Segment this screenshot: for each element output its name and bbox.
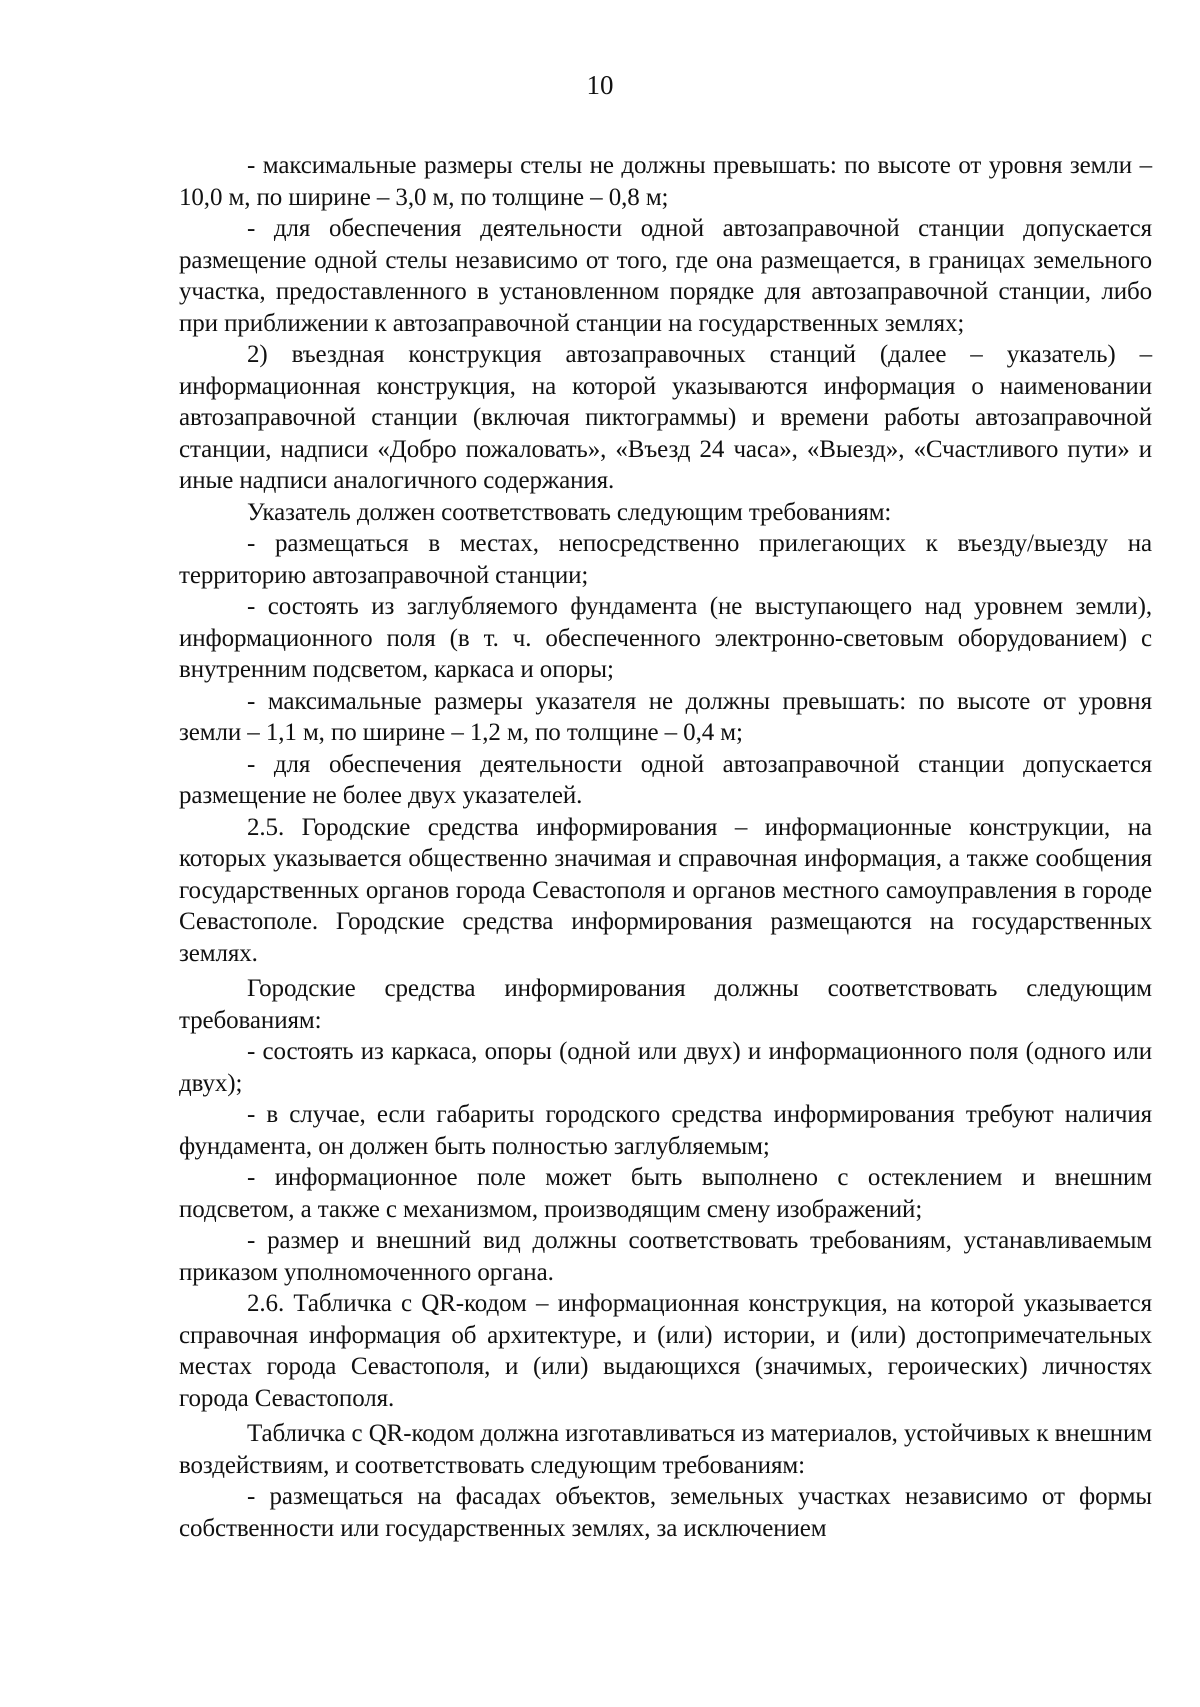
paragraph-city-info-field: - информационное поле может быть выполнено с остеклением и внешним подсветом, а также с механизмом, производящим смену изображений; <box>179 1164 1152 1223</box>
paragraph-pointer-requirements-intro: Указатель должен соответствовать следующим требованиям: <box>247 498 892 526</box>
page-number: 10 <box>586 70 614 100</box>
paragraph-stela-max-size: - максимальные размеры стелы не должны превышать: по высоте от уровня земли – 10,0 м, по ширине – 3,0 м, по толщине – 0,8 м; <box>179 152 1152 211</box>
paragraph-entrance-structure: 2) въездная конструкция автозаправочных станций (далее – указатель) – информационная конструкция, на которой указываются информация о наименовании автозаправочной станции (включая пиктограммы) и времени работы автозаправочной станции, надписи «Добро пожаловать», «Въезд 24 часа», «Выезд», «Счастливого пути» и иные надписи аналогичного содержания. <box>179 341 1152 494</box>
paragraph-stela-placement: - для обеспечения деятельности одной автозаправочной станции допускается размещение одной стелы независимо от того, где она размещается, в границах земельного участка, предоставленного в установленном порядке для автозаправочной станции, либо при приближении к автозаправочной станции на государственных землях; <box>179 215 1152 337</box>
paragraph-city-info-composition: - состоять из каркаса, опоры (одной или двух) и информационного поля (одного или двух); <box>179 1038 1152 1097</box>
paragraph-city-info-requirements-intro: Городские средства информирования должны соответствовать следующим требованиям: <box>179 975 1152 1034</box>
paragraph-city-info-foundation: - в случае, если габариты городского средства информирования требуют наличия фундамента, он должен быть полностью заглубляемым; <box>179 1101 1152 1160</box>
paragraph-pointer-composition: - состоять из заглубляемого фундамента (не выступающего над уровнем земли), информационного поля (в т. ч. обеспеченного электронно-световым оборудованием) с внутренним подсветом, каркаса и опоры; <box>179 593 1152 683</box>
paragraph-pointer-count: - для обеспечения деятельности одной автозаправочной станции допускается размещение не более двух указателей. <box>179 750 1152 809</box>
paragraph-pointer-max-size: - максимальные размеры указателя не должны превышать: по высоте от уровня земли – 1,1 м, по ширине – 1,2 м, по толщине – 0,4 м; <box>179 687 1152 746</box>
paragraph-qr-plate-requirements-intro: Табличка с QR-кодом должна изготавливаться из материалов, устойчивых к внешним воздействиям, и соответствовать следующим требованиям: <box>179 1420 1152 1479</box>
paragraph-pointer-location: - размещаться в местах, непосредственно прилегающих к въезду/выезду на территорию автозаправочной станции; <box>179 530 1152 589</box>
document-body <box>179 150 1152 1544</box>
paragraph-section-2-5: 2.5. Городские средства информирования – информационные конструкции, на которых указывается общественно значимая и справочная информация, а также сообщения государственных органов города Севастополя и органов местного самоуправления в городе Севастополе. Городские средства информирования размещаются на государственных землях. <box>179 813 1152 967</box>
paragraph-section-2-6: 2.6. Табличка с QR-кодом – информационная конструкция, на которой указывается справочная информация об архитектуре, и (или) истории, и (или) достопримечательных местах города Севастополя, и (или) выдающихся (значимых, героических) личностях города Севастополя. <box>179 1290 1152 1412</box>
paragraph-city-info-appearance: - размер и внешний вид должны соответствовать требованиям, устанавливаемым приказом уполномоченного органа. <box>179 1227 1152 1286</box>
paragraph-qr-plate-placement: - размещаться на фасадах объектов, земельных участках независимо от формы собственности или государственных землях, за исключением <box>179 1483 1152 1542</box>
